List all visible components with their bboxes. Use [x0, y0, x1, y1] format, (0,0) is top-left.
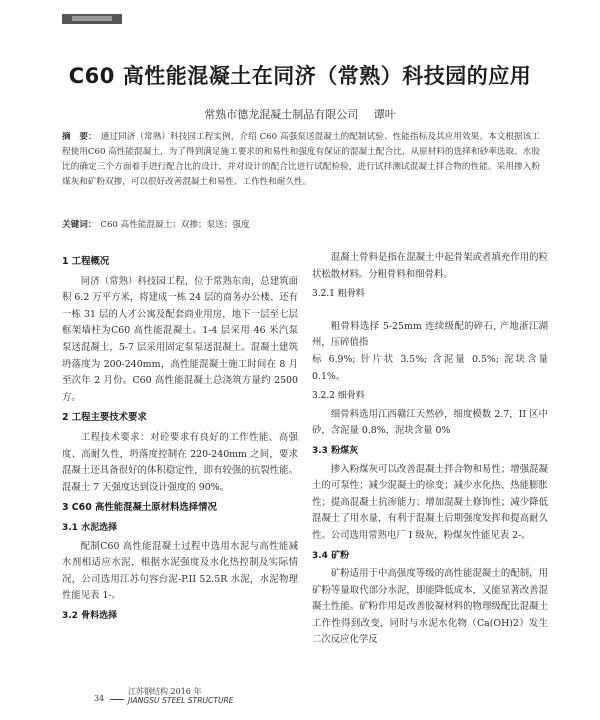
paragraph: 标 6.9%; 针片状 3.5%; 含泥量 0.5%; 泥块含量 0.1%。	[312, 353, 548, 382]
paragraph: 工程技术要求：对砼要求有良好的工作性能、高强度、高耐久性，坍落度控制在 220-240mm 之间，要求混凝土还具备很好的体积稳定性，即有较强的抗裂性能。混凝土 7 天强度达到设计强度的 90%。	[62, 431, 298, 493]
paragraph: 矿粉适用于中高强度等级的高性能混凝土的配制，用矿粉等量取代部分水泥，即能降低成本，又能显著改善混凝土性能。矿粉作用是改善胶凝材料的物理级配比混凝土工作性得到改变，同时与水泥水化物（Ca(OH)2）发生二次反应化学反	[312, 568, 548, 646]
left-column	[62, 250, 298, 626]
section-heading: 1 工程概况	[62, 256, 110, 267]
journal-name: 江苏钢结构 2016 年	[128, 687, 202, 696]
paragraph: 细骨料选用江西赣江天然砂，细度模数 2.7，II 区中砂，含泥量 0.8%，泥块含量 0%	[312, 408, 548, 437]
article-title: C60 高性能混凝土在同济（常熟）科技园的应用	[68, 64, 532, 88]
affiliation: 常熟市德龙混凝土制品有限公司	[204, 108, 359, 121]
section-heading: 2 工程主要技术要求	[62, 412, 147, 424]
keywords-text: C60 高性能混凝土；双掺；泵送；强度	[100, 220, 250, 230]
subsection-heading: 3.1 水泥选择	[62, 522, 118, 533]
paragraph: 同济（常熟）科技园工程，位于常熟东南，总建筑面积 6.2 万平方米，将建成一栋 24 层的商务办公楼、还有一栋 31 层的人才公寓及配套商业用房，地下一层至七层框架墙柱为C60 高性能混凝土。1-4 层采用 46 米汽泵泵送混凝土，5-7 层采用固定泵泵送混凝土。混凝土建筑坍落度为 200-240mm，高性能混凝土施工时间在 8 月至次年 2 月份。C60 高性能混凝土总浇筑方量约 2500 方。	[62, 275, 298, 403]
paragraph: 粗骨料选择 5-25mm 连续级配的碎石, 产地浙江湖州，压碎值指	[312, 320, 548, 349]
keywords	[62, 218, 540, 230]
author-name: 谭叶	[373, 108, 396, 121]
abstract	[62, 130, 540, 190]
section-heading: 3 C60 高性能混凝土原材料选择情况	[62, 502, 217, 514]
right-column	[312, 250, 548, 649]
paragraph: 掺入粉煤灰可以改善混凝土拌合物和易性；增强混凝土的可泵性；减少混凝土的徐变；减少水化热、热能膨胀性；提高混凝土抗渗能力；增加混凝土修饰性；减少降低混凝土了用水量，有利于混凝土后期强度发挥和提高耐久性。公司选用常熟电厂 I 级灰，粉煤灰性能见表 2-。	[312, 463, 548, 541]
subsection-heading: 3.2.1 粗骨料	[312, 289, 365, 300]
paragraph: 配制C60 高性能混凝土过程中选用水泥与高性能减水剂相适应水泥，根据水泥强度及水化热控制及实际情况，公司选用江苏句容台泥-P.II 52.5R 水泥，水泥物理性能见表 1-。	[62, 540, 298, 602]
paragraph: 混凝土骨料是指在混凝土中起骨架或者填充作用的粒状松散材料。分粗骨料和细骨料。	[312, 252, 548, 280]
subsection-heading: 3.2 骨料选择	[62, 610, 118, 621]
subsection-heading: 3.3 粉煤灰	[312, 445, 359, 456]
author-line	[0, 106, 600, 122]
header-corner-mark	[62, 14, 122, 24]
journal-name-en: JIANGSU STEEL STRUCTURE	[128, 696, 234, 705]
keywords-label: 关键词：	[62, 220, 97, 230]
subsection-heading: 3.2.2 细骨料	[312, 391, 365, 402]
abstract-text: 通过同济（常熟）科技园工程实例，介绍 C60 高强泵送混凝土的配制试验、性能指标及其应用效果。本文根据该工程使用C60 高性能混凝土，为了得到满足施工要求的和易性和强度有保证的混凝土配合比，从原材料的选择和砂率选取、水胶比的确定三个方面着手进行配合比的设计，并对设计的配合比进行试配检验，进行试拌测试混凝土拌合物的性能。采用掺入粉煤灰和矿粉双掺，可以很好改善混凝土和易性、工作性和耐久性。	[62, 132, 540, 187]
spacer	[312, 305, 548, 319]
footer-rule	[110, 699, 124, 700]
subsection-heading: 3.4 矿粉	[312, 550, 350, 561]
page-number: 34	[94, 694, 105, 703]
abstract-label: 摘 要：	[62, 132, 97, 142]
